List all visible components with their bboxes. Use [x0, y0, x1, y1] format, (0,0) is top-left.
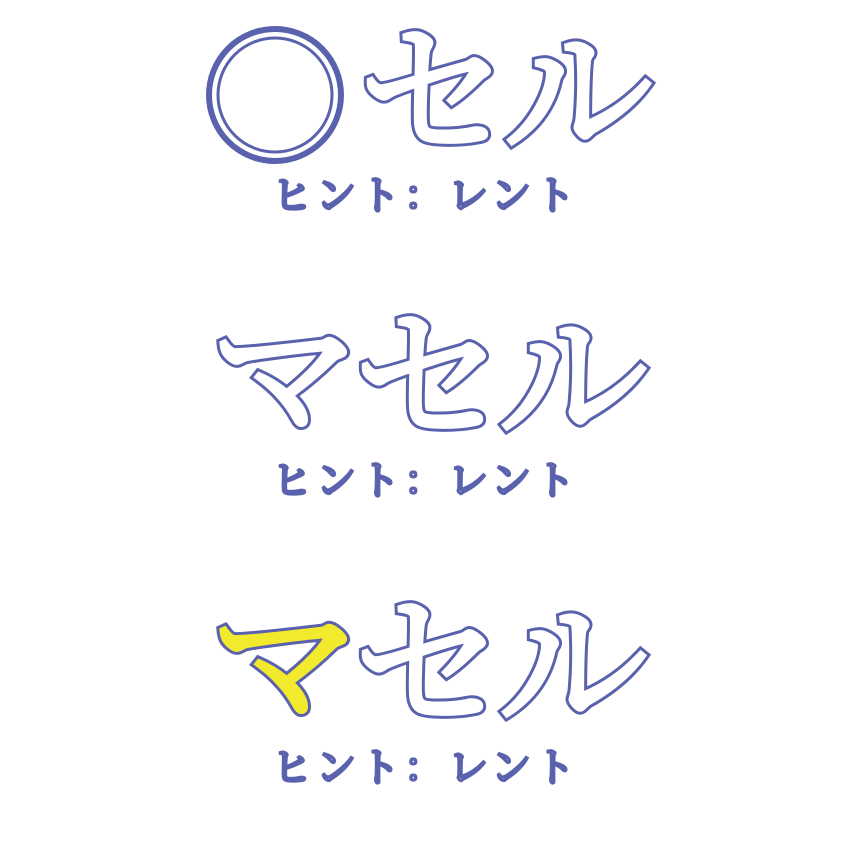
- word-rest: セル: [353, 580, 642, 754]
- quiz-entry-3: [0, 580, 851, 796]
- word-first-char-highlighted: マ: [209, 580, 354, 754]
- quiz-word-row: [0, 580, 851, 754]
- word-first-char: マ: [209, 293, 354, 467]
- quiz-word-row: [0, 8, 851, 182]
- quiz-entry-2: [0, 293, 851, 509]
- word-rest: セル: [353, 293, 642, 467]
- circle-blank-icon: [204, 24, 346, 166]
- hint-text: ヒント：レント: [272, 745, 579, 791]
- hint-text: ヒント：レント: [272, 173, 579, 219]
- word-rest: セル: [358, 8, 647, 182]
- quiz-word-row: [0, 293, 851, 467]
- quiz-entry-1: [0, 8, 851, 224]
- hint-text: ヒント：レント: [272, 458, 579, 504]
